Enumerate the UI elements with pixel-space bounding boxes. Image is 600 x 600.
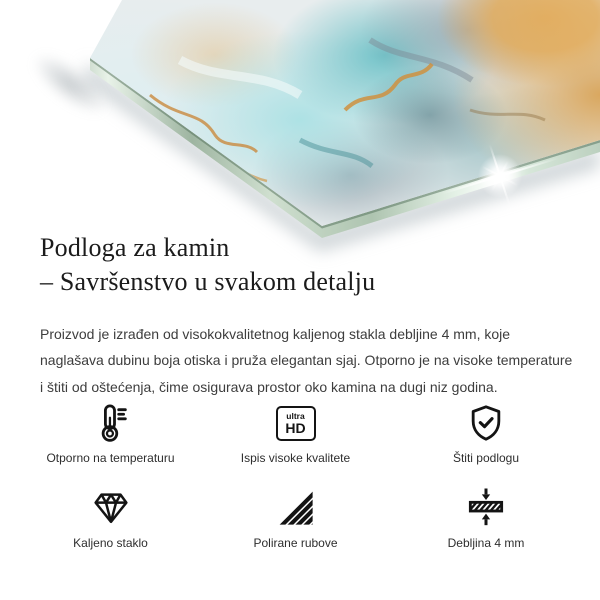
diamond-icon bbox=[90, 482, 132, 534]
feature-label: Otporno na temperaturu bbox=[46, 451, 175, 465]
feature-grid bbox=[20, 397, 582, 567]
page-title-line2: – Savršenstvo u svakom detalju bbox=[40, 267, 376, 296]
ultra-hd-icon bbox=[276, 397, 316, 449]
sparkle-flare-icon bbox=[455, 131, 545, 221]
feature-label: Debljina 4 mm bbox=[447, 536, 525, 550]
feature-temperature bbox=[20, 397, 201, 482]
page-title bbox=[40, 231, 375, 299]
shield-check-icon bbox=[466, 397, 506, 449]
feature-thickness bbox=[390, 482, 582, 567]
thermometer-icon bbox=[90, 397, 132, 449]
feature-label: Ispis visoke kvalitete bbox=[240, 451, 351, 465]
thickness-icon bbox=[466, 482, 506, 534]
page-title-line1: Podloga za kamin bbox=[40, 233, 230, 262]
feature-label: Štiti podlogu bbox=[452, 451, 520, 465]
feature-polished-edges bbox=[201, 482, 390, 567]
feature-label: Kaljeno staklo bbox=[73, 536, 148, 550]
feature-label: Polirane rubove bbox=[253, 536, 338, 550]
product-description: Proizvod je izrađen od visokokvalitetnog kaljenog stakla debljine 4 mm, koje naglašava dubinu boja otiska i pruža elegantan sjaj. Otporno je na visoke temperature i štiti od oštećenja, čime osigurava prostor oko kamina na dugi niz godina. bbox=[40, 326, 573, 395]
ultra-hd-label-bottom: HD bbox=[285, 419, 306, 436]
feature-print-quality bbox=[201, 397, 390, 482]
feature-protects-surface bbox=[390, 397, 582, 482]
ultra-hd-label-top: ultra bbox=[286, 410, 305, 421]
feature-tempered-glass bbox=[20, 482, 201, 567]
polished-edges-icon bbox=[276, 482, 316, 534]
product-photo bbox=[0, 0, 600, 250]
